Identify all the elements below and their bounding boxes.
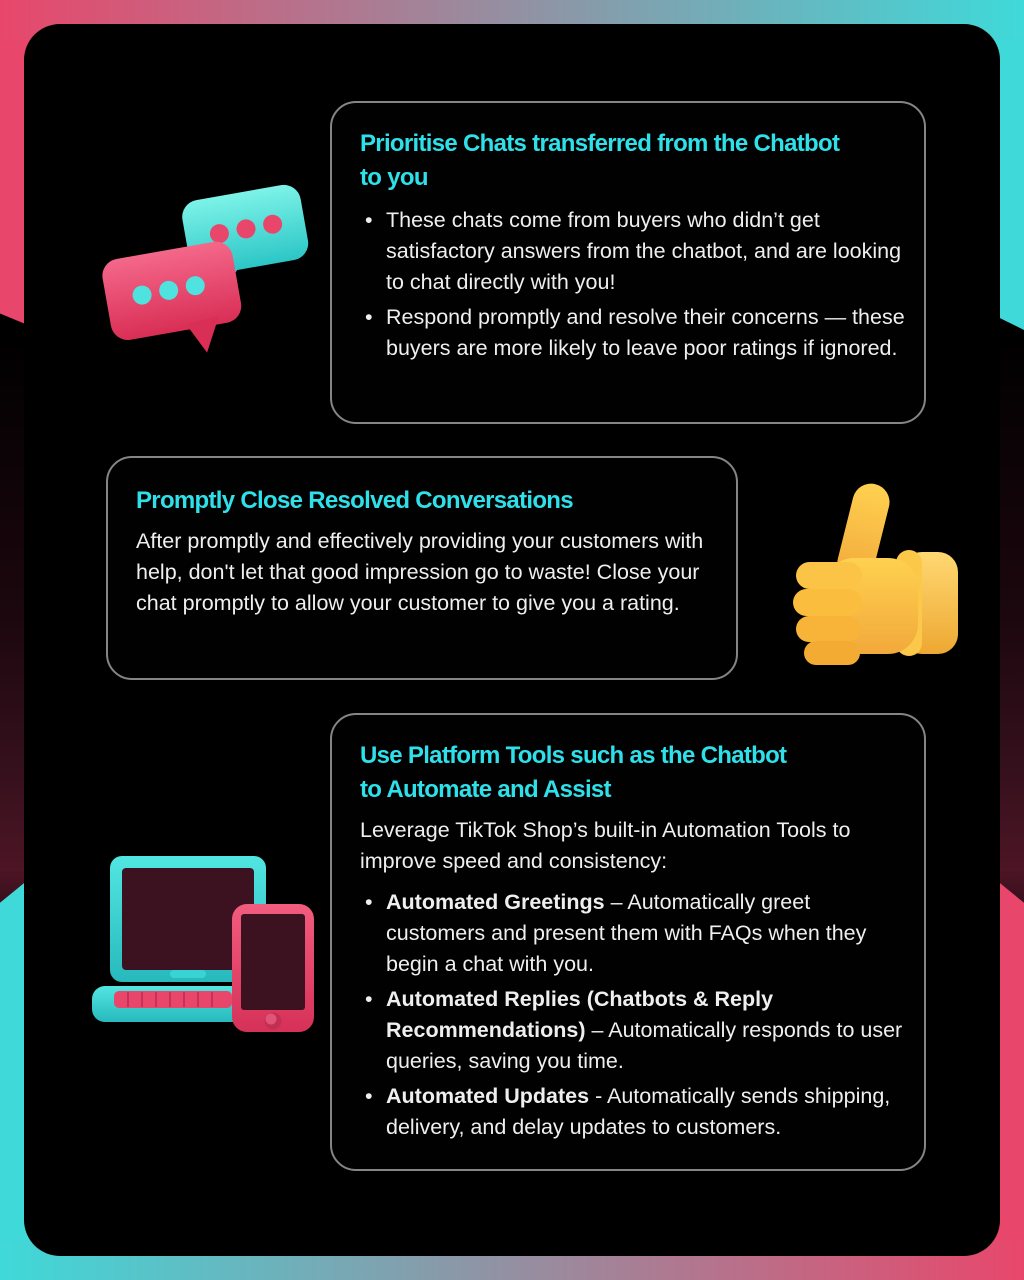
bullet-item	[360, 984, 908, 1077]
laptop-tablet-icon	[84, 850, 322, 1048]
bullet-item: • These chats come from buyers who didn’t get satisfactory answers from the chatbot, and are looking to chat directly with you!	[360, 205, 908, 298]
title-line: Use Platform Tools such as the Chatbot	[360, 742, 787, 769]
bullet-term: Automated Greetings	[386, 890, 605, 914]
fingers	[793, 562, 862, 665]
card-title	[360, 739, 908, 807]
bullet-description: - Automatically sends shipping, delivery, and delay updates to customers.	[386, 1084, 891, 1139]
title-line: Prioritise Chats transferred from the Chatbot	[360, 130, 840, 157]
thumbs-up-icon	[788, 476, 960, 674]
bullet-item	[360, 887, 908, 980]
card-platform-tools	[330, 713, 926, 1171]
bullet-term: Automated Updates	[386, 1084, 590, 1108]
card-title	[136, 484, 708, 518]
card-prioritise-chats	[330, 101, 926, 424]
title-line: to Automate and Assist	[360, 776, 611, 803]
card-title	[360, 127, 908, 195]
card-close-conversations	[106, 456, 738, 680]
title-line: to you	[360, 164, 428, 191]
bullet-description: – Automatically greet customers and present them with FAQs when they begin a chat with you.	[386, 890, 867, 976]
pink-speech-bubble	[100, 239, 249, 354]
bullet-list	[360, 205, 908, 364]
chat-bubbles-icon	[96, 166, 314, 354]
bullet-item	[360, 1081, 908, 1143]
bullet-item: • Respond promptly and resolve their concerns — these buyers are more likely to leave poor ratings if ignored.	[360, 302, 908, 364]
bullet-term: Automated Replies (Chatbots & Reply Recommendations)	[386, 987, 774, 1042]
bullet-description: – Automatically responds to user queries, saving you time.	[386, 1018, 903, 1073]
card-intro: Leverage TikTok Shop’s built-in Automation Tools to improve speed and consistency:	[360, 818, 851, 873]
bullet-list	[360, 887, 908, 1143]
tablet	[232, 904, 314, 1032]
card-paragraph: After promptly and effectively providing your customers with help, don't let that good impression go to waste! Close your chat promptly to allow your customer to give you a rating.	[136, 529, 704, 615]
title-line: Promptly Close Resolved Conversations	[136, 487, 573, 514]
